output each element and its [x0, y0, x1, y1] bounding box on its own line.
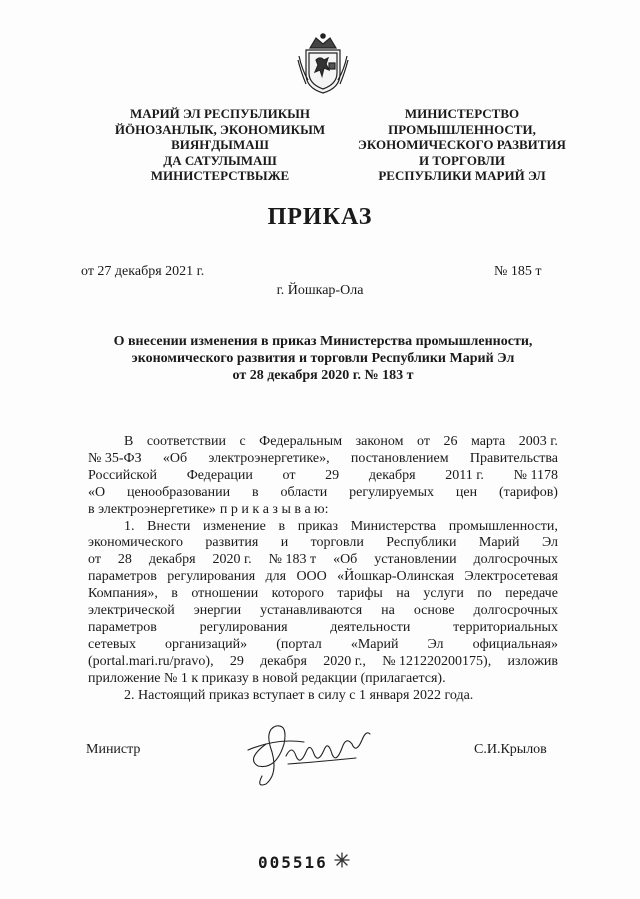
- header-right-line: ЭКОНОМИЧЕСКОГО РАЗВИТИЯ: [358, 137, 566, 152]
- body-word: установлении: [374, 552, 457, 568]
- header-left-line: МАРИЙ ЭЛ РЕСПУБЛИКЫН: [129, 106, 311, 121]
- body-word: 28: [117, 552, 132, 568]
- body-word: «Об: [333, 552, 358, 568]
- body-word: марта: [470, 434, 506, 449]
- body-word: услуги: [423, 586, 464, 602]
- body-word: ООО: [296, 569, 327, 585]
- body-word: Электросетевая: [464, 569, 558, 585]
- body-line: [88, 485, 558, 502]
- body-word: в: [171, 586, 178, 602]
- order-subject: [80, 333, 566, 384]
- body-line: [88, 519, 558, 536]
- body-word: в: [278, 518, 286, 534]
- header-left-line: ДА САТУЛЫМАШ: [163, 152, 277, 168]
- body-word: цен: [455, 484, 478, 500]
- body-word: 2020 г.: [212, 552, 252, 568]
- body-word: области: [280, 484, 328, 500]
- body-word: «Йошкар-Олинская: [337, 569, 455, 585]
- body-word: Республики: [386, 535, 457, 551]
- subject-line: О внесении изменения в приказ Министерства промышленности,: [113, 334, 533, 349]
- body-word: параметров: [88, 569, 157, 585]
- body-word: с: [239, 434, 246, 449]
- body-word: декабря: [148, 552, 196, 568]
- body-word: основе: [413, 603, 455, 619]
- header-right-line: РЕСПУБЛИКИ МАРИЙ ЭЛ: [378, 168, 546, 183]
- body-word: № 35-ФЗ: [88, 450, 142, 466]
- body-word: отношении: [191, 586, 259, 602]
- order-city: г. Йошкар-Ола: [276, 283, 364, 298]
- subject-line: от 28 декабря 2020 г. № 183 т: [232, 368, 414, 383]
- body-word: развития: [205, 535, 259, 551]
- handwritten-signature: [236, 704, 386, 794]
- body-word: соответствии: [146, 434, 226, 449]
- body-word: тарифы: [337, 586, 383, 602]
- body-word: официальная»: [472, 636, 558, 652]
- body-word: 26: [443, 434, 458, 449]
- body-word: 29: [229, 653, 244, 669]
- body-word: для: [265, 569, 287, 585]
- body-word: Правительства: [469, 450, 558, 466]
- body-word: регулирования: [167, 569, 256, 585]
- body-word: экономического: [88, 535, 183, 551]
- body-word: изменение: [203, 518, 266, 534]
- body-line: [88, 688, 558, 705]
- body-line: [88, 434, 558, 451]
- body-word: 1.: [124, 518, 135, 534]
- body-word: постановлением: [350, 450, 449, 466]
- document-serial-number: 005516: [258, 853, 328, 872]
- body-word: в электроэнергетике»: [88, 501, 216, 517]
- body-word: по: [477, 586, 492, 602]
- body-word: Компания»,: [88, 586, 158, 602]
- body-line: [88, 620, 558, 637]
- body-word: 2020 г.,: [323, 653, 366, 669]
- body-word: «О: [88, 484, 106, 500]
- asterisk-ornament-icon: [334, 852, 350, 868]
- body-word: от: [417, 434, 430, 449]
- order-body-text: [88, 434, 558, 705]
- body-line: [88, 502, 558, 519]
- header-right-ministry-name: [334, 106, 590, 184]
- body-word: передаче: [505, 586, 558, 602]
- signer-name: С.И.Крылов: [474, 742, 547, 757]
- body-word: Российской: [88, 467, 157, 483]
- body-word: регулирования: [199, 619, 288, 635]
- body-word: территориальных: [453, 619, 558, 635]
- header-right-line: МИНИСТЕРСТВО: [404, 106, 520, 121]
- body-word: № 1178: [513, 467, 558, 483]
- body-word: (портал: [276, 636, 322, 652]
- body-word: Федеральным: [259, 434, 343, 449]
- body-line: [88, 671, 558, 688]
- body-word: п р и к а з ы в а ю:: [219, 501, 329, 517]
- body-word: электроэнергетике»,: [208, 450, 330, 466]
- body-word: Федерации: [186, 467, 253, 483]
- body-word: № 183 т: [268, 552, 317, 568]
- body-word: «Об: [162, 450, 188, 466]
- body-word: 2011 г.: [445, 467, 484, 483]
- body-line: [88, 451, 558, 468]
- body-word: от: [88, 552, 101, 568]
- header-right-line: ПРОМЫШЛЕННОСТИ,: [388, 121, 536, 137]
- body-word: и: [280, 535, 289, 551]
- body-word: в: [251, 484, 259, 500]
- body-word: «Марий: [350, 636, 399, 652]
- body-word: промышленности,: [448, 518, 558, 534]
- body-line: [88, 535, 558, 552]
- body-word: деятельности: [330, 619, 411, 635]
- body-word: (portal.mari.ru/pravo),: [88, 653, 214, 669]
- body-line: [88, 552, 558, 569]
- body-line: [88, 468, 558, 485]
- body-word: на: [396, 586, 410, 602]
- body-word: Эл: [427, 636, 444, 652]
- header-left-line: ВИЯҤДЫМАШ: [171, 137, 269, 152]
- coat-of-arms-emblem: [296, 30, 350, 96]
- subject-line: экономического развития и торговли Республики Марий Эл: [131, 351, 515, 366]
- body-word: декабря: [368, 467, 416, 483]
- body-word: долгосрочных: [473, 603, 558, 619]
- body-word: долгосрочных: [473, 552, 558, 568]
- body-word: сетевых: [88, 636, 136, 652]
- body-word: декабря: [260, 653, 307, 669]
- body-word: 2. Настоящий приказ вступает в силу с 1 января 2022 года.: [124, 687, 474, 703]
- body-word: параметров: [88, 619, 157, 635]
- header-left-line: ЙӦНОЗАНЛЫК, ЭКОНОМИКЫМ: [114, 121, 326, 137]
- body-word: законом: [355, 434, 404, 449]
- body-line: [88, 569, 558, 586]
- body-line: [88, 654, 558, 671]
- body-line: [88, 586, 558, 603]
- body-word: организаций»: [164, 636, 248, 652]
- order-number: № 185 т: [494, 264, 542, 279]
- body-word: приложение № 1 к приказу в новой редакции (прилагается).: [88, 670, 446, 686]
- document-type-title: ПРИКАЗ: [267, 204, 373, 230]
- body-word: В: [124, 434, 134, 449]
- header-left-line: МИНИСТЕРСТВЫЖЕ: [150, 168, 290, 183]
- body-line: [88, 637, 558, 654]
- body-word: которого: [271, 586, 324, 602]
- order-date: от 27 декабря 2021 г.: [81, 264, 205, 279]
- body-word: Эл: [541, 535, 558, 551]
- body-word: изложив: [507, 653, 558, 669]
- body-word: от: [282, 467, 296, 483]
- body-word: (тарифов): [498, 484, 558, 500]
- signer-role: Министр: [86, 742, 141, 757]
- body-word: приказ: [297, 518, 339, 534]
- body-word: 2003 г.: [518, 434, 558, 449]
- body-word: устанавливаются: [260, 603, 363, 619]
- body-word: Марий: [478, 535, 520, 551]
- body-word: торговли: [310, 535, 364, 551]
- body-word: Внести: [147, 518, 191, 534]
- header-right-line: И ТОРГОВЛИ: [419, 152, 505, 168]
- header-left-ministry-name: [96, 106, 344, 184]
- body-word: № 121220200175),: [382, 653, 492, 669]
- body-word: ценообразовании: [126, 484, 231, 500]
- body-word: Министерства: [350, 518, 437, 534]
- body-word: 29: [325, 467, 340, 483]
- body-word: электрической: [88, 603, 175, 619]
- body-word: регулируемых: [349, 484, 435, 500]
- body-word: энергии: [193, 603, 242, 619]
- body-line: [88, 603, 558, 620]
- body-word: на: [381, 603, 395, 619]
